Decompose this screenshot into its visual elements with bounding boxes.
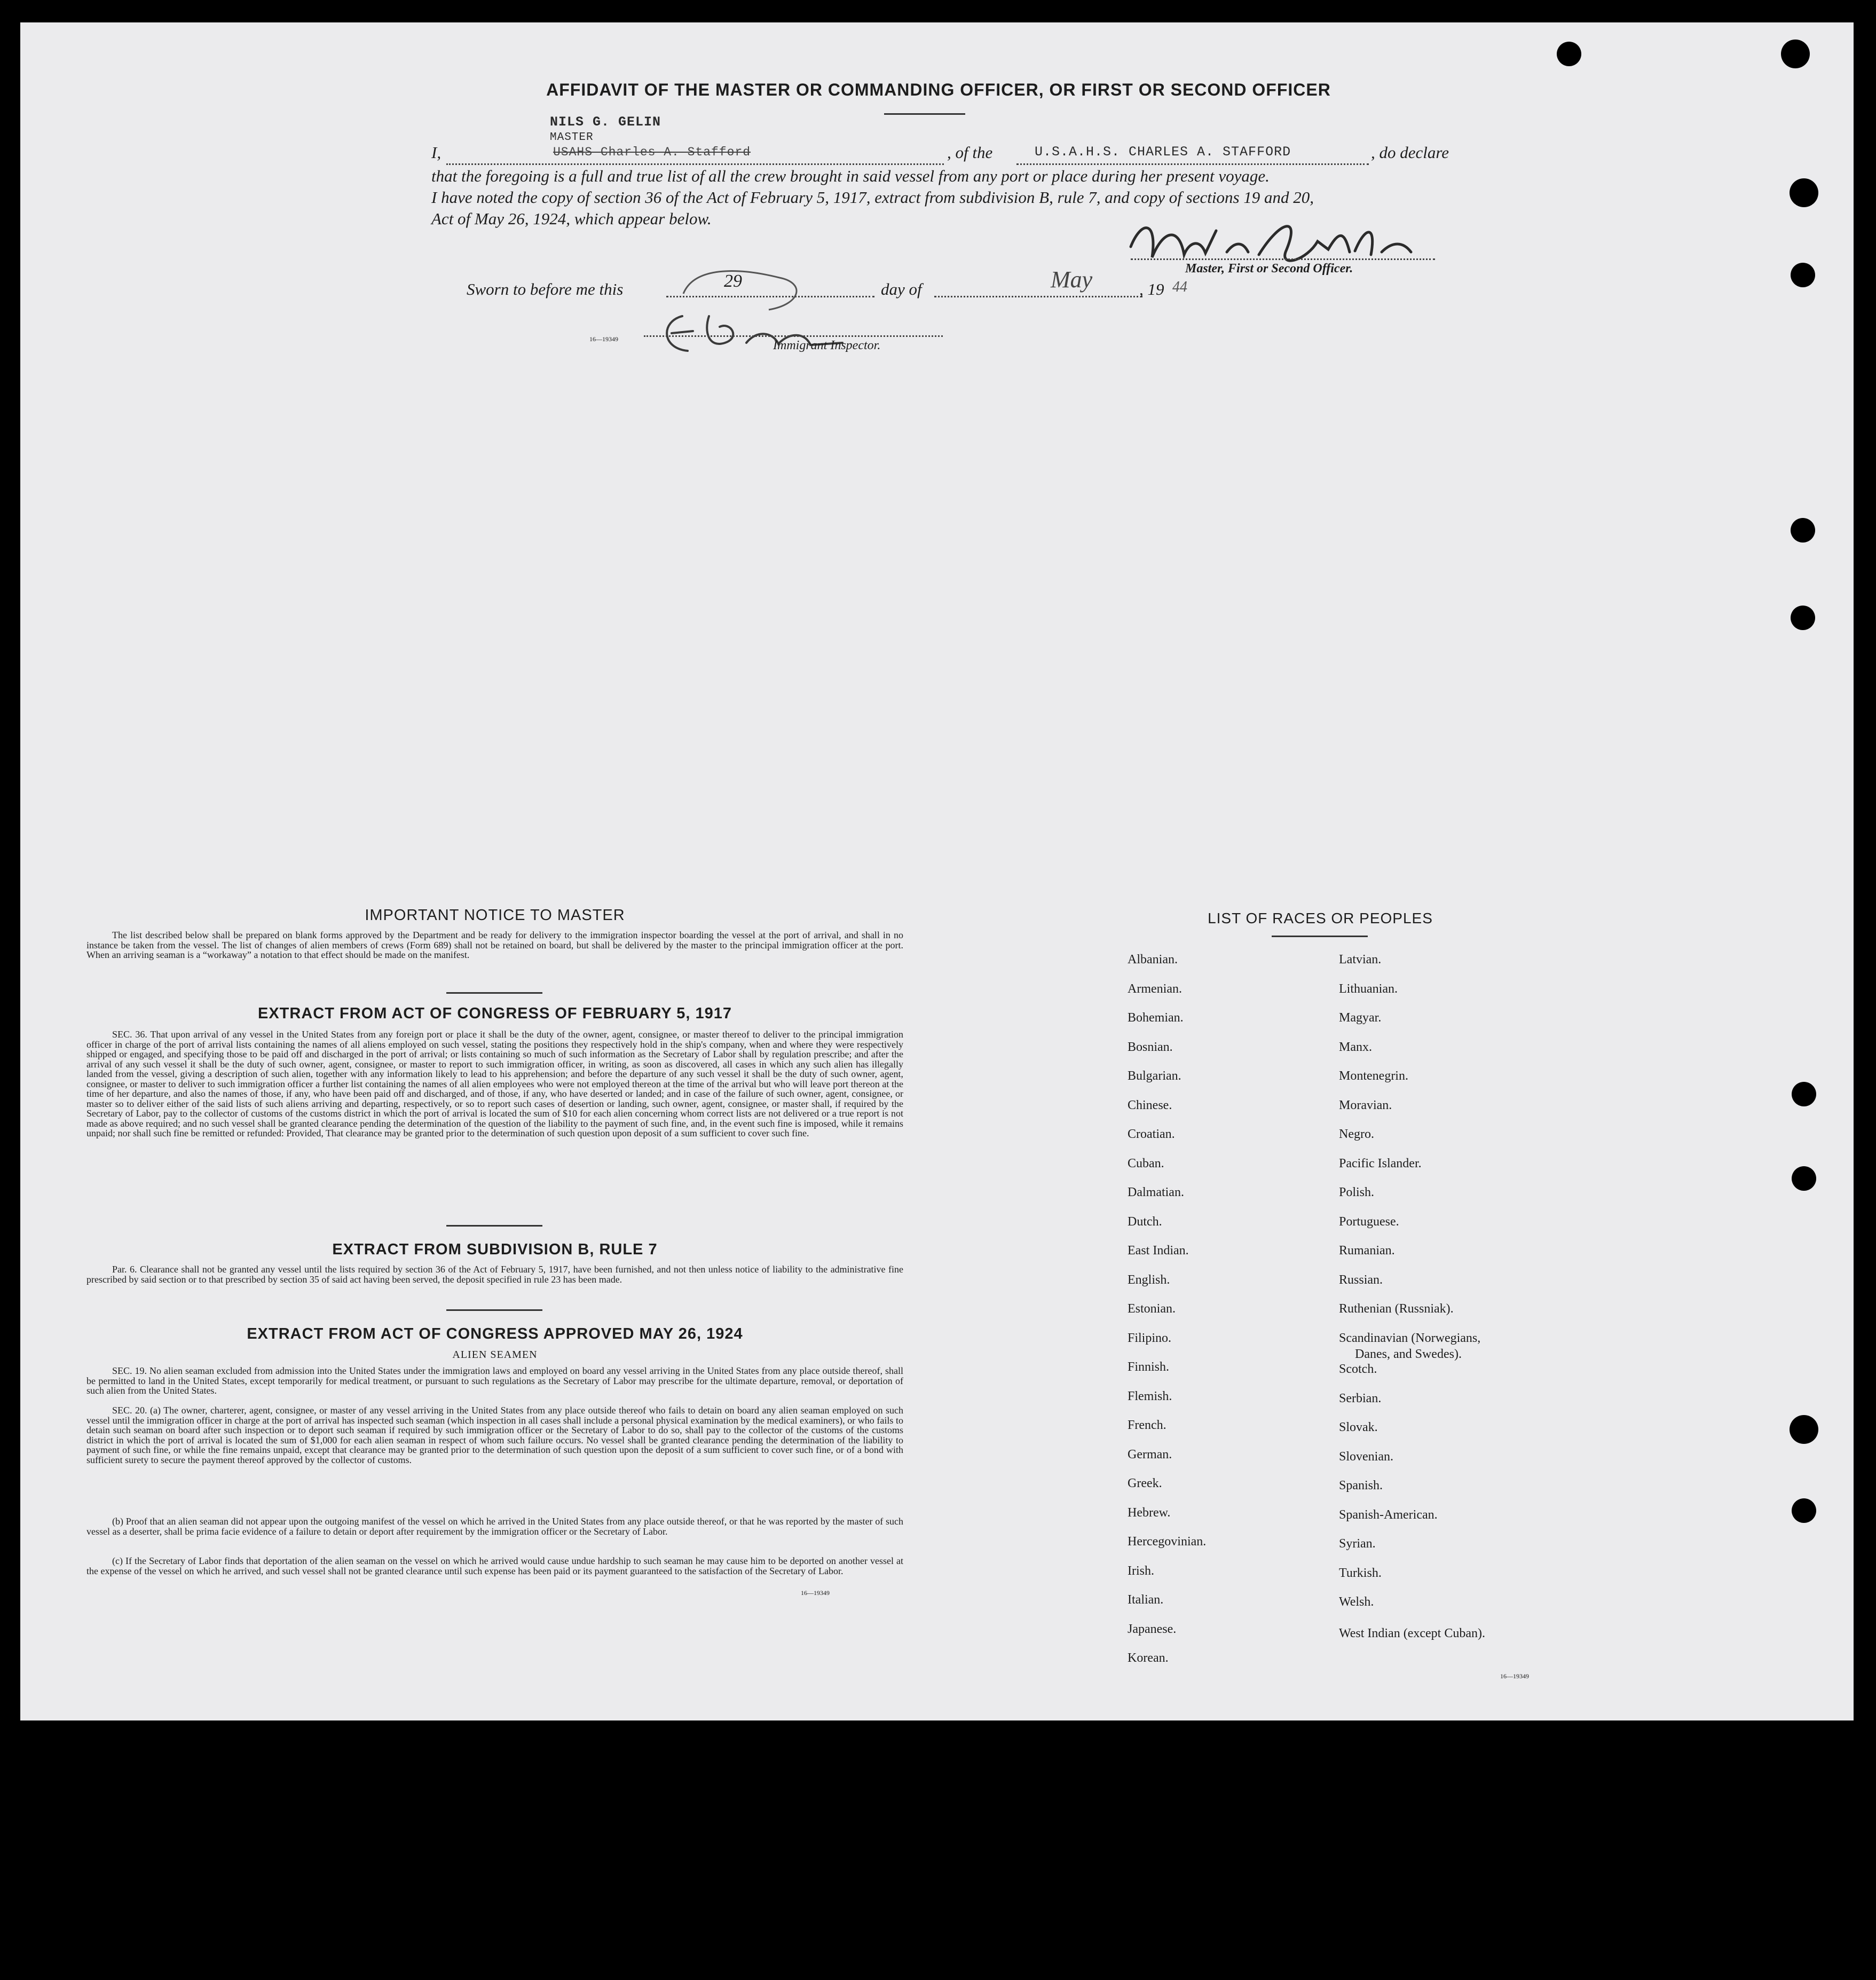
inspector-signature [650, 300, 874, 364]
year-prefix: , 19 [1139, 280, 1164, 298]
race-item: Italian. [1128, 1593, 1164, 1607]
punch-hole [1790, 1415, 1818, 1444]
sworn-day: 29 [724, 271, 742, 291]
race-item: Spanish-American. [1339, 1507, 1438, 1522]
race-item: Latvian. [1339, 953, 1382, 967]
race-item: Lithuanian. [1339, 981, 1398, 996]
punch-hole [1791, 606, 1815, 630]
race-item: Ruthenian (Russniak). [1339, 1302, 1454, 1316]
race-item: East Indian. [1128, 1244, 1189, 1258]
race-item: Bohemian. [1128, 1011, 1184, 1025]
notice-divider [446, 992, 542, 994]
declaration-line-3: Act of May 26, 1924, which appear below. [431, 209, 712, 228]
sec-20b-text: (b) Proof that an alien seaman did not appear upon the outgoing manifest of the vessel on which he arrived in the United States from any place outside thereof, or that he was reported by the master of such vessel as a deserter, shall be prima facie evidence of a failure to detain or deport after requirement by the immigration officer or the Secretary of Labor. [86, 1516, 903, 1537]
punch-hole [1790, 178, 1818, 207]
sec-20a-text: SEC. 20. (a) The owner, charterer, agent, consignee, or master of any vessel arriving in the United States from any place outside thereof who fails to detain on board any alien seaman employed on such vessel until the immigration officer in charge at the port of arrival has inspected such seaman (which inspection in all cases shall include a personal physical examination by the medical examiners), or who fails to detain such seaman on board after such inspection or to deport such seaman if required by such immigration officer or the Secretary of Labor to do so, shall pay to the collector of the customs of the customs district in which the port of arrival is located the sum of $1,000 for each alien seaman in respect of whom such failure occurs. No vessel shall be granted clearance pending the determination of the liability to payment of such fine, or while the fine remains unpaid, except that clearance may be granted prior to the determination of such question upon the deposit of a sum sufficient to cover such fine, or of a bond with sufficient surety to secure the payment thereof approved by the collector of customs. [86, 1405, 903, 1465]
extract-1924-title: EXTRACT FROM ACT OF CONGRESS APPROVED MAY 26, 1924 [247, 1325, 743, 1342]
race-item: English. [1128, 1272, 1170, 1287]
punch-hole [1792, 1082, 1816, 1106]
race-item: Montenegrin. [1339, 1069, 1408, 1083]
document-page [20, 22, 1854, 1720]
of-the-text: , of the [947, 143, 993, 162]
race-item: Armenian. [1128, 981, 1182, 996]
race-item: Rumanian. [1339, 1244, 1395, 1258]
race-item: Irish. [1128, 1563, 1154, 1578]
extract-1917-text: SEC. 36. That upon arrival of any vessel in the United States from any foreign port or place it shall be the duty of the owner, agent, consignee, or master thereof to deliver to the principal immigration officer in charge of the port of arrival lists containing the names of all aliens employed on such vessel, stating the positions they respectively hold in the ship's company, when and where they were respectively shipped or engaged, and specifying those to be paid off and discharged in the port of arrival; or lists containing so much of such information as the Secretary of Labor shall by regulation prescribe; and after the arrival of any such vessel it shall be the duty of such owner, agent, consignee, or master to report to such immigration officer, in writing, as soon as discovered, all cases in which any such alien has illegally landed from the vessel, giving a description of such alien, together with any information likely to lead to his apprehension; and before the departure of any such vessel it shall be the duty of such owner, agent, consignee, or master to deliver to such immigration officer a further list containing the names of all alien employees who were not employed thereon at the time of the arrival but who will leave port thereon at the time of her departure, and also the names of those, if any, who have been paid off and discharged, and of those, if any, who have deserted or landed; and in case of the failure of such owner, agent, consignee, or master so to deliver either of the said lists of such aliens arriving and departing, respectively, or so to report such cases of desertion or landing, such owner, agent, consignee, or master shall, if required by the Secretary of Labor, pay to the collector of customs of the customs district in which the port of arrival is located the sum of $10 for each alien concerning whom correct lists are not delivered or a true report is not made as above required; and no such vessel shall be granted clearance pending the determination of the question of the liability to the payment of such fine, and, in the event such fine is imposed, while it remains unpaid; nor shall such fine be remitted or refunded: Provided, That clearance may be granted prior to the determination of such question upon deposit of a sum sufficient to cover such fine. [86, 1029, 903, 1138]
declaration-line-2: I have noted the copy of section 36 of the Act of February 5, 1917, extract from subdivision B, rule 7, and copy of sections 19 and 20, [431, 188, 1314, 207]
race-item: Turkish. [1339, 1566, 1382, 1580]
race-item: Cuban. [1128, 1156, 1164, 1170]
race-item: Negro. [1339, 1127, 1374, 1141]
vessel-name: U.S.A.H.S. CHARLES A. STAFFORD [1035, 144, 1291, 160]
races-title: LIST OF RACES OR PEOPLES [1208, 910, 1433, 926]
race-item: Korean. [1128, 1651, 1169, 1665]
race-item: Hebrew. [1128, 1505, 1171, 1520]
inspector-line [644, 335, 943, 337]
subdivision-b-text: Par. 6. Clearance shall not be granted any vessel until the lists required by section 36 of the Act of February 5, 1917, have been furnished, and not then unless notice of liability to the administrative fine prescribed by said section or to that prescribed by section 35 of said act having been served, the deposit specified in rule 23 has been made. [86, 1264, 903, 1285]
day-line [666, 296, 874, 297]
races-form-number: 16—19349 [1500, 1672, 1529, 1680]
year-suffix: 44 [1172, 279, 1187, 295]
race-item: West Indian (except Cuban). [1339, 1626, 1485, 1640]
master-label: Master, First or Second Officer. [1185, 262, 1353, 276]
race-item: Flemish. [1128, 1389, 1172, 1403]
subdivision-b-divider [446, 1309, 542, 1311]
race-item: Dalmatian. [1128, 1185, 1184, 1199]
sworn-prefix: Sworn to before me this [467, 280, 624, 298]
subdivision-b-title: EXTRACT FROM SUBDIVISION B, RULE 7 [332, 1241, 658, 1258]
affidavit-form-number: 16—19349 [589, 335, 618, 343]
race-item: Bulgarian. [1128, 1069, 1181, 1083]
race-item: Russian. [1339, 1272, 1383, 1287]
declaration-line-1: that the foregoing is a full and true list of all the crew brought in said vessel from any port or place during her present voyage. [431, 167, 1270, 185]
extract-1917-title: EXTRACT FROM ACT OF CONGRESS OF FEBRUARY 5, 1917 [257, 1005, 732, 1022]
sworn-month: May [1051, 266, 1093, 293]
month-line [934, 296, 1142, 297]
sec-20c-text: (c) If the Secretary of Labor finds that deportation of the alien seaman on the vessel on which he arrived would cause undue hardship to such seaman he may cause him to be deported on another vessel at the expense of the vessel on which he arrived, and such vessel shall not be granted clearance until such expense has been paid or its payment guaranteed to the satisfaction of the Secretary of Labor. [86, 1555, 903, 1576]
race-item: Bosnian. [1128, 1040, 1173, 1054]
race-item: Welsh. [1339, 1595, 1374, 1609]
signature-line [1131, 258, 1435, 260]
extract-1924-subtitle: ALIEN SEAMEN [452, 1349, 538, 1361]
inspector-label: Immigrant Inspector. [773, 339, 881, 352]
race-item: Serbian. [1339, 1391, 1382, 1405]
race-item: Albanian. [1128, 953, 1178, 967]
race-item: Slovak. [1339, 1420, 1378, 1434]
race-item: Greek. [1128, 1476, 1162, 1490]
race-item: Filipino. [1128, 1331, 1172, 1345]
punch-hole [1557, 42, 1581, 66]
race-item: Estonian. [1128, 1302, 1176, 1316]
punch-hole [1791, 518, 1815, 543]
notice-text: The list described below shall be prepared on blank forms approved by the Department and be ready for delivery to the immigration inspector boarding the vessel at the port of arrival, and shall in no instance be taken from the vessel. The list of changes of alien members of crews (Form 689) shall not be retained on board, but shall be delivered by the master to the principal immigration officer at the port. When an arriving seaman is a “workaway” a notation to that effect should be made on the manifest. [86, 930, 903, 960]
extract-1917-divider [446, 1225, 542, 1227]
race-item: Danes, and Swedes). [1355, 1347, 1462, 1361]
race-item: Chinese. [1128, 1098, 1172, 1112]
race-item: Scotch. [1339, 1362, 1377, 1376]
notice-title: IMPORTANT NOTICE TO MASTER [365, 907, 625, 924]
race-item: Polish. [1339, 1185, 1375, 1199]
do-declare-text: , do declare [1371, 143, 1449, 162]
race-item: Syrian. [1339, 1537, 1376, 1551]
affidavit-title: AFFIDAVIT OF THE MASTER OR COMMANDING OFFICER, OR FIRST OR SECOND OFFICER [546, 80, 1331, 99]
declarant-prefix: I, [431, 143, 442, 162]
punch-hole [1781, 40, 1810, 68]
race-item: Croatian. [1128, 1127, 1175, 1141]
race-item: French. [1128, 1418, 1166, 1432]
race-item: Spanish. [1339, 1479, 1383, 1492]
sec-19-text: SEC. 19. No alien seaman excluded from admission into the United States under the immigration laws and employed on board any vessel arriving in the United States from any place outside thereof, shall be permitted to land in the United States, except temporarily for medical treatment, or pursuant to such regulations as the Secretary of Labor may prescribe for the ultimate departure, removal, or deportation of such alien from the United States. [86, 1365, 903, 1396]
race-item: Finnish. [1128, 1360, 1170, 1374]
race-item: Japanese. [1128, 1622, 1177, 1636]
punch-hole [1792, 1498, 1816, 1523]
race-item: German. [1128, 1447, 1172, 1462]
race-item: Portuguese. [1339, 1214, 1399, 1229]
race-item: Moravian. [1339, 1098, 1392, 1112]
typed-vessel-struck: USAHS Charles A. Stafford [553, 145, 751, 159]
punch-hole [1792, 1166, 1816, 1191]
race-item: Pacific Islander. [1339, 1156, 1422, 1170]
title-divider [884, 113, 965, 115]
typed-master-title: MASTER [550, 131, 594, 144]
race-item: Hercegovinian. [1128, 1535, 1207, 1549]
races-divider [1272, 936, 1368, 937]
race-item: Slovenian. [1339, 1449, 1393, 1464]
day-of-text: day of [881, 280, 922, 298]
race-item: Manx. [1339, 1040, 1372, 1054]
punch-hole [1791, 263, 1815, 287]
race-item: Dutch. [1128, 1214, 1162, 1229]
typed-master-name: NILS G. GELIN [550, 114, 661, 130]
race-item: Scandinavian (Norwegians, [1339, 1331, 1481, 1345]
race-item: Magyar. [1339, 1011, 1382, 1025]
extract-form-number: 16—19349 [801, 1589, 830, 1597]
